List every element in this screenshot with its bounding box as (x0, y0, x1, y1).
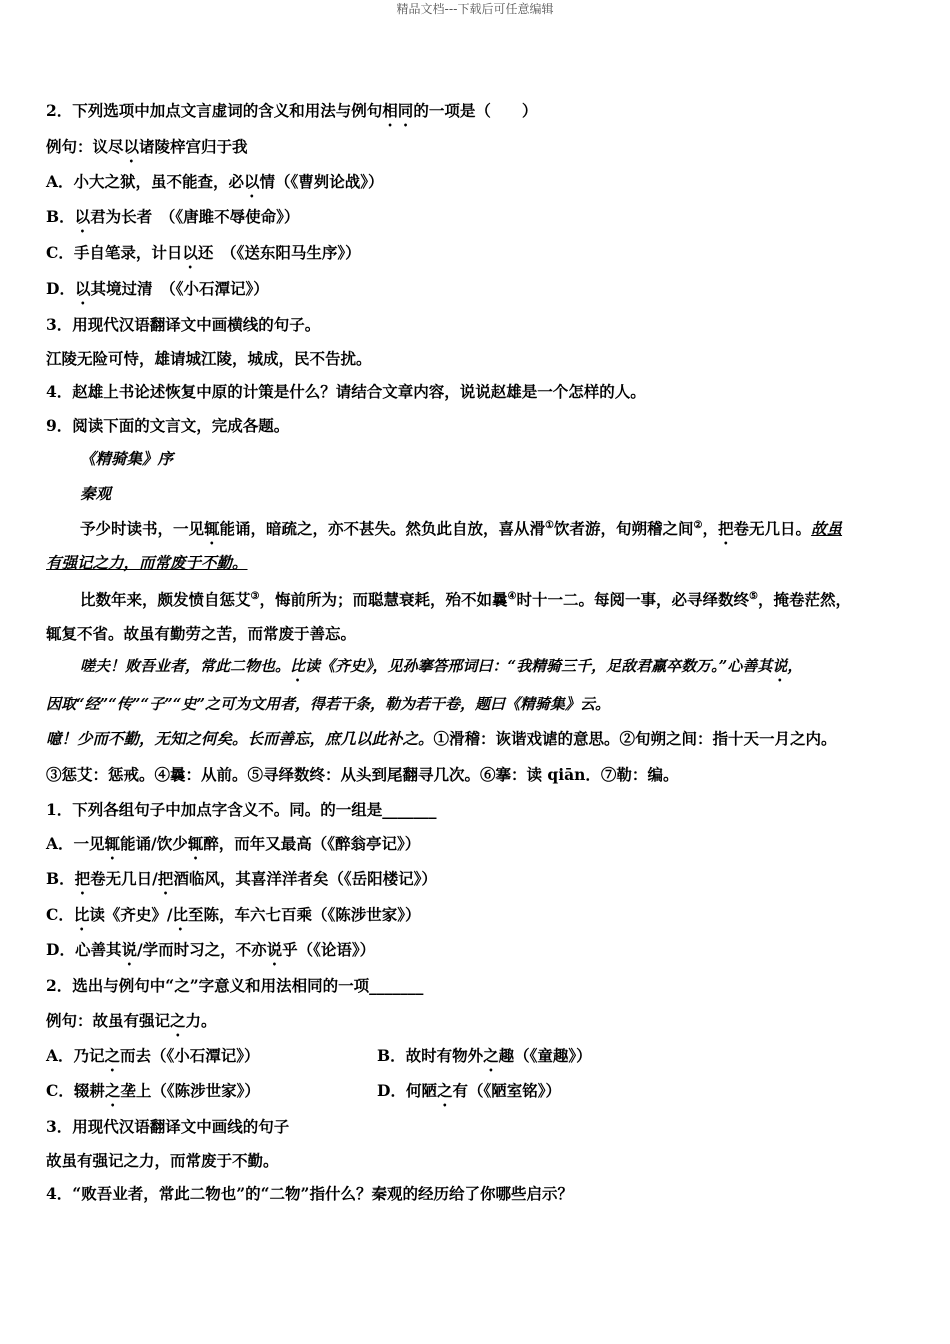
option-b: B．以君为长者 （《唐雎不辱使命》） (46, 207, 300, 226)
option-a: A．小大之狱，虽不能查，必以情（《曹刿论战》） (46, 172, 384, 191)
passage-title: 《精骑集》序 (80, 449, 174, 468)
sub-question-1-option-b: B．把卷无几日/把酒临风，其喜洋洋者矣（《岳阳楼记》） (46, 869, 437, 888)
passage-paragraph-3-line-3: 噫！少而不勤，无知之何矣。长而善忘，庶几以此补之。①滑稽：诙谐戏谑的意思。②旬朔之间：指十天一月之内。 (46, 729, 837, 748)
sub-question-2: 2．选出与例句中“之”字意义和用法相同的一项_______ (46, 976, 424, 995)
passage-author: 秦观 (80, 484, 112, 503)
passage-paragraph-3: 嗟夫！败吾业者，常此二物也。比读《齐史》，见孙搴答邢词曰：“我精骑三千，足敌君羸卒数万。”心善其说， (80, 657, 803, 675)
sub-question-2-row-2 (46, 1081, 906, 1110)
question-3-sentence: 江陵无险可恃，雄请城江陵，城成，民不告扰。 (46, 349, 372, 368)
sub-question-1-option-c: C．比读《齐史》/比至陈，车六七百乘（《陈涉世家》） (46, 905, 421, 924)
sub-question-2-example: 例句：故虽有强记之力。 (46, 1011, 217, 1030)
sub-question-1-option-a: A．一见辄能诵/饮少辄醉，而年又最高（《醉翁亭记》） (46, 834, 421, 853)
option-d: D．以其境过清 （《小石潭记》） (46, 279, 269, 298)
question-2-stem: 2．下列选项中加点文言虚词的含义和用法与例句相同的一项是（ ） (46, 101, 538, 120)
sub-question-2-option-a: A．乃记之而去（《小石潭记》） (46, 1046, 260, 1065)
annotations: ③惩艾：惩戒。④曩：从前。⑤寻绎数终：从头到尾翻寻几次。⑥搴：读 qiān．⑦勒：编。 (46, 765, 679, 784)
question-4: 4．赵雄上书论述恢复中原的计策是什么？请结合文章内容，说说赵雄是一个怎样的人。 (46, 382, 646, 401)
passage-paragraph-2: 比数年来，颇发愤自惩艾③，悔前所为；而聪慧衰耗，殆不如曩④时十一二。每阅一事，必寻绎数终⑤，掩卷茫然， (80, 590, 851, 610)
passage-paragraph-2-line-2: 辄复不省。故虽有勤劳之苦，而常废于善忘。 (46, 624, 357, 643)
sub-question-1: 1．下列各组句子中加点字含义不。同。的一组是_______ (46, 800, 437, 819)
sub-question-2-row-1 (46, 1046, 906, 1075)
passage-paragraph-3-line-2: 因取“经”“传”“子”“史”之可为文用者，得若干条，勒为若干卷，题曰《精骑集》云。 (46, 695, 611, 713)
page-header: 精品文档---下载后可任意编辑 (396, 2, 554, 16)
passage-paragraph-1: 予少时读书，一见辄能诵，暗疏之，亦不甚失。然负此自放，喜从滑①饮者游，旬朔稽之间②，把卷无几日。故虽 (80, 519, 843, 539)
sub-question-4: 4．“败吾业者，常此二物也”的“二物”指什么？秦观的经历给了你哪些启示？ (46, 1184, 573, 1203)
sub-question-2-option-c: C．辍耕之垄上（《陈涉世家》） (46, 1081, 260, 1100)
sub-question-2-option-b: B．故时有物外之趣（《童趣》） (377, 1046, 592, 1065)
passage-underlined-sentence: 有强记之力，而常废于不勤。 (46, 553, 248, 572)
sub-question-3: 3．用现代汉语翻译文中画线的句子 (46, 1117, 290, 1136)
option-c: C．手自笔录，计日以还 （《送东阳马生序》） (46, 243, 361, 262)
question-3: 3．用现代汉语翻译文中画横线的句子。 (46, 315, 321, 334)
example-sentence: 例句：议尽以诸陵梓宫归于我 (46, 137, 248, 156)
sub-question-2-option-d: D．何陋之有（《陋室铭》） (377, 1081, 561, 1100)
reading-intro: 9．阅读下面的文言文，完成各题。 (46, 416, 290, 435)
sub-question-1-option-d: D．心善其说/学而时习之，不亦说乎（《论语》） (46, 940, 376, 959)
sub-question-3-sentence: 故虽有强记之力，而常废于不勤。 (46, 1151, 279, 1170)
